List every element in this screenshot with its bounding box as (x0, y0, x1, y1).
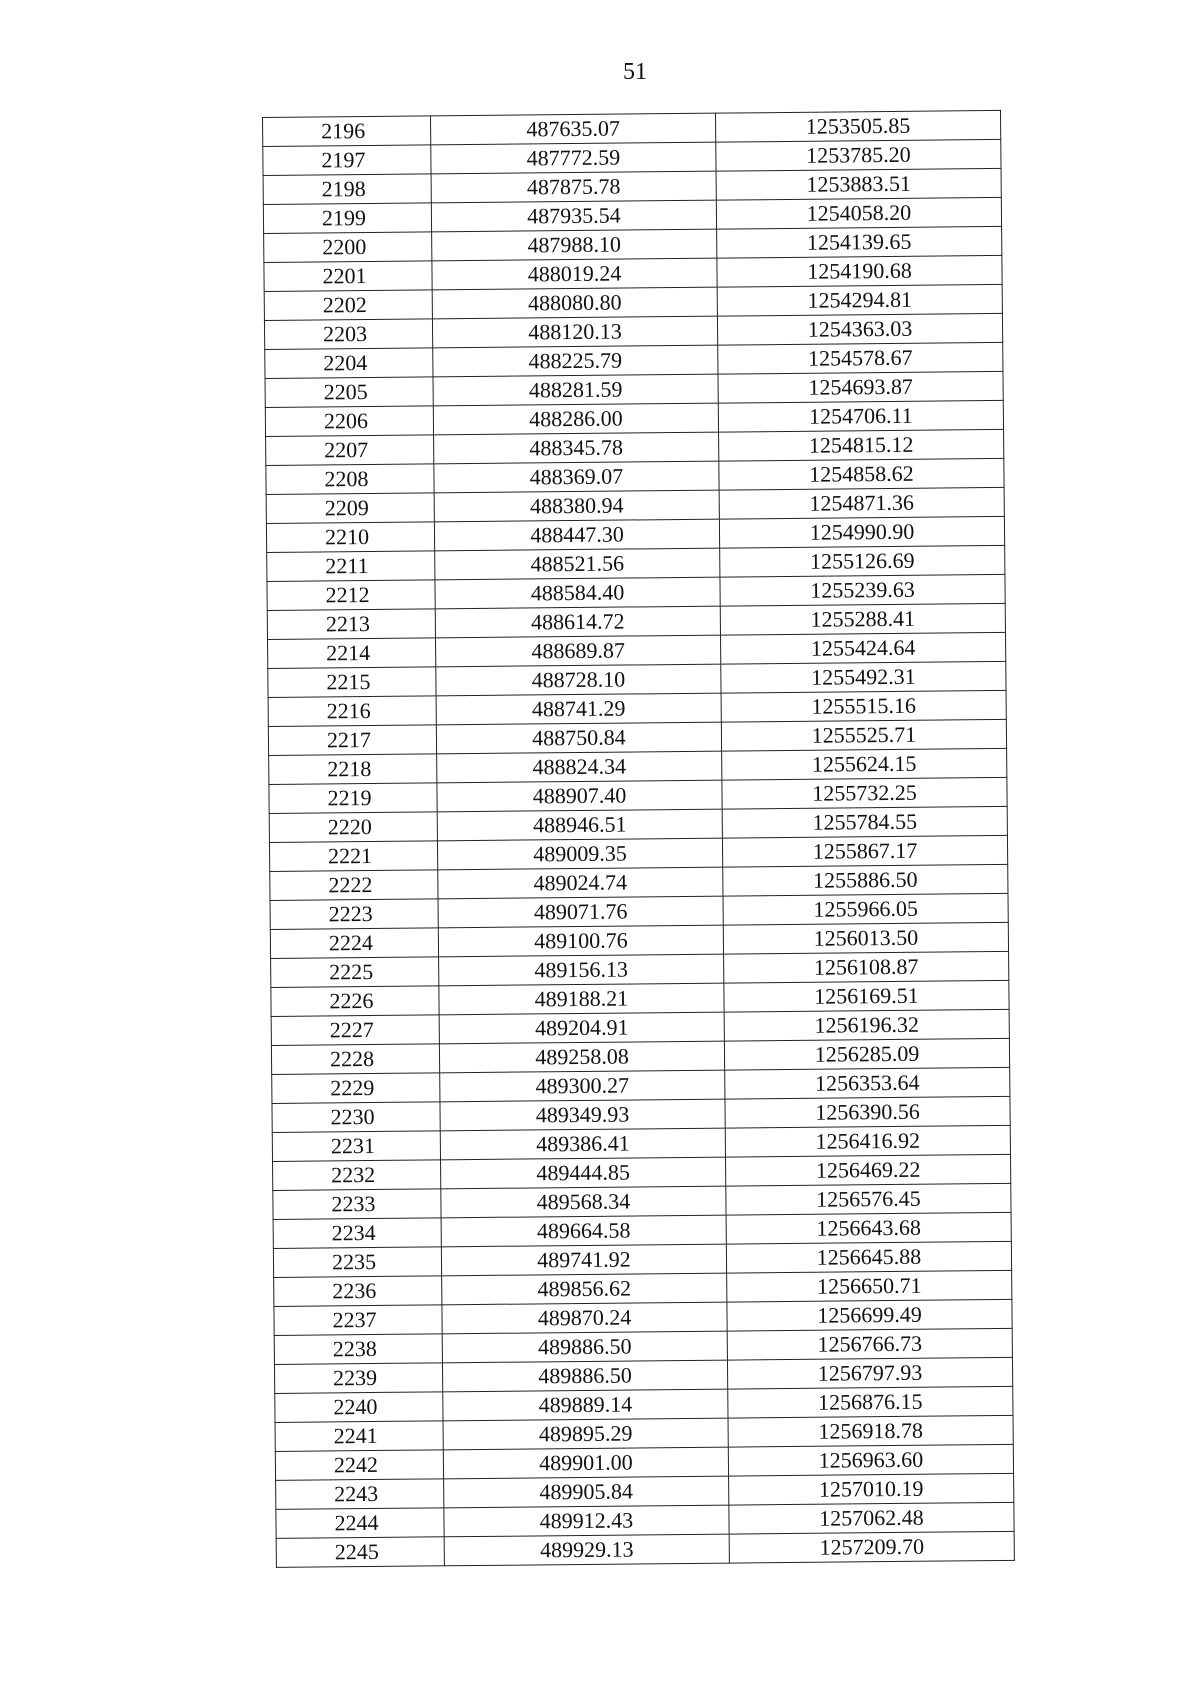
y-coordinate-cell: 1256196.32 (724, 1009, 1009, 1041)
x-coordinate-cell: 487772.59 (431, 142, 716, 174)
point-number-cell: 2233 (273, 1189, 441, 1220)
point-number-cell: 2212 (267, 580, 435, 611)
x-coordinate-cell: 489024.74 (438, 867, 723, 899)
x-coordinate-cell: 488741.29 (436, 693, 721, 725)
x-coordinate-cell: 489856.62 (442, 1273, 727, 1305)
point-number-cell: 2220 (269, 812, 437, 843)
y-coordinate-cell: 1254139.65 (717, 226, 1002, 258)
point-number-cell: 2229 (272, 1073, 440, 1104)
y-coordinate-cell: 1254294.81 (717, 284, 1002, 316)
x-coordinate-cell: 488584.40 (435, 577, 720, 609)
x-coordinate-cell: 489071.76 (438, 896, 723, 928)
y-coordinate-cell: 1256643.68 (726, 1212, 1011, 1244)
x-coordinate-cell: 489188.21 (439, 983, 724, 1015)
y-coordinate-cell: 1255492.31 (721, 661, 1006, 693)
x-coordinate-cell: 489009.35 (437, 838, 722, 870)
y-coordinate-cell: 1253883.51 (716, 168, 1001, 200)
x-coordinate-cell: 488120.13 (432, 316, 717, 348)
y-coordinate-cell: 1254990.90 (719, 516, 1004, 548)
point-number-cell: 2239 (274, 1363, 442, 1394)
y-coordinate-cell: 1253505.85 (715, 110, 1000, 142)
y-coordinate-cell: 1256876.15 (728, 1386, 1013, 1418)
x-coordinate-cell: 489741.92 (441, 1244, 726, 1276)
x-coordinate-cell: 488281.59 (433, 374, 718, 406)
x-coordinate-cell: 489905.84 (444, 1476, 729, 1508)
x-coordinate-cell: 488750.84 (436, 722, 721, 754)
x-coordinate-cell: 488380.94 (434, 490, 719, 522)
y-coordinate-cell: 1255126.69 (720, 545, 1005, 577)
y-coordinate-cell: 1256285.09 (724, 1038, 1009, 1070)
y-coordinate-cell: 1254693.87 (718, 371, 1003, 403)
y-coordinate-cell: 1254706.11 (718, 400, 1003, 432)
point-number-cell: 2224 (270, 928, 438, 959)
y-coordinate-cell: 1255732.25 (722, 777, 1007, 809)
y-coordinate-cell: 1255867.17 (722, 835, 1007, 867)
x-coordinate-cell: 488728.10 (436, 664, 721, 696)
point-number-cell: 2244 (276, 1508, 444, 1539)
y-coordinate-cell: 1254190.68 (717, 255, 1002, 287)
point-number-cell: 2215 (268, 667, 436, 698)
x-coordinate-cell: 489870.24 (442, 1302, 727, 1334)
point-number-cell: 2227 (271, 1015, 439, 1046)
y-coordinate-cell: 1254578.67 (718, 342, 1003, 374)
point-number-cell: 2236 (274, 1276, 442, 1307)
x-coordinate-cell: 487635.07 (430, 113, 715, 145)
x-coordinate-cell: 489886.50 (442, 1360, 727, 1392)
y-coordinate-cell: 1254858.62 (719, 458, 1004, 490)
point-number-cell: 2219 (269, 783, 437, 814)
point-number-cell: 2225 (271, 957, 439, 988)
y-coordinate-cell: 1257209.70 (729, 1531, 1014, 1563)
y-coordinate-cell: 1255966.05 (723, 893, 1008, 925)
point-number-cell: 2243 (276, 1479, 444, 1510)
y-coordinate-cell: 1256699.49 (727, 1299, 1012, 1331)
x-coordinate-cell: 489258.08 (439, 1041, 724, 1073)
y-coordinate-cell: 1253785.20 (716, 139, 1001, 171)
y-coordinate-cell: 1255515.16 (721, 690, 1006, 722)
y-coordinate-cell: 1256766.73 (727, 1328, 1012, 1360)
point-number-cell: 2228 (271, 1044, 439, 1075)
x-coordinate-cell: 488907.40 (437, 780, 722, 812)
x-coordinate-cell: 489895.29 (443, 1418, 728, 1450)
x-coordinate-cell: 488946.51 (437, 809, 722, 841)
x-coordinate-cell: 488080.80 (432, 287, 717, 319)
y-coordinate-cell: 1254815.12 (719, 429, 1004, 461)
point-number-cell: 2218 (269, 754, 437, 785)
y-coordinate-cell: 1256797.93 (727, 1357, 1012, 1389)
y-coordinate-cell: 1256416.92 (725, 1125, 1010, 1157)
y-coordinate-cell: 1256963.60 (728, 1444, 1013, 1476)
point-number-cell: 2235 (273, 1247, 441, 1278)
x-coordinate-cell: 487988.10 (432, 229, 717, 261)
y-coordinate-cell: 1256650.71 (727, 1270, 1012, 1302)
point-number-cell: 2204 (265, 348, 433, 379)
x-coordinate-cell: 489300.27 (440, 1070, 725, 1102)
y-coordinate-cell: 1256576.45 (726, 1183, 1011, 1215)
point-number-cell: 2230 (272, 1102, 440, 1133)
y-coordinate-cell: 1256169.51 (724, 980, 1009, 1012)
point-number-cell: 2221 (269, 841, 437, 872)
y-coordinate-cell: 1255624.15 (722, 748, 1007, 780)
x-coordinate-cell: 488345.78 (434, 432, 719, 464)
y-coordinate-cell: 1257010.19 (729, 1473, 1014, 1505)
x-coordinate-cell: 487935.54 (431, 200, 716, 232)
point-number-cell: 2214 (268, 638, 436, 669)
y-coordinate-cell: 1254058.20 (716, 197, 1001, 229)
point-number-cell: 2216 (268, 696, 436, 727)
point-number-cell: 2232 (273, 1160, 441, 1191)
point-number-cell: 2211 (267, 551, 435, 582)
point-number-cell: 2237 (274, 1305, 442, 1336)
x-coordinate-cell: 489204.91 (439, 1012, 724, 1044)
y-coordinate-cell: 1254871.36 (719, 487, 1004, 519)
x-coordinate-cell: 489568.34 (441, 1186, 726, 1218)
point-number-cell: 2203 (264, 319, 432, 350)
point-number-cell: 2206 (265, 406, 433, 437)
point-number-cell: 2238 (274, 1334, 442, 1365)
point-number-cell: 2209 (266, 493, 434, 524)
point-number-cell: 2197 (263, 145, 431, 176)
page-number: 51 (623, 59, 647, 85)
x-coordinate-cell: 488521.56 (435, 548, 720, 580)
point-number-cell: 2210 (266, 522, 434, 553)
y-coordinate-cell: 1256108.87 (724, 951, 1009, 983)
coordinate-table (262, 110, 1015, 1568)
point-number-cell: 2208 (266, 464, 434, 495)
point-number-cell: 2213 (267, 609, 435, 640)
y-coordinate-cell: 1256918.78 (728, 1415, 1013, 1447)
y-coordinate-cell: 1255886.50 (723, 864, 1008, 896)
point-number-cell: 2231 (272, 1131, 440, 1162)
y-coordinate-cell: 1257062.48 (729, 1502, 1014, 1534)
y-coordinate-cell: 1255424.64 (720, 632, 1005, 664)
y-coordinate-cell: 1256390.56 (725, 1096, 1010, 1128)
x-coordinate-cell: 489386.41 (440, 1128, 725, 1160)
coordinate-table-body (263, 110, 1015, 1567)
x-coordinate-cell: 488225.79 (433, 345, 718, 377)
point-number-cell: 2226 (271, 986, 439, 1017)
x-coordinate-cell: 489156.13 (439, 954, 724, 986)
x-coordinate-cell: 489912.43 (444, 1505, 729, 1537)
y-coordinate-cell: 1254363.03 (717, 313, 1002, 345)
y-coordinate-cell: 1255784.55 (722, 806, 1007, 838)
x-coordinate-cell: 487875.78 (431, 171, 716, 203)
x-coordinate-cell: 489929.13 (444, 1534, 729, 1566)
point-number-cell: 2222 (270, 870, 438, 901)
x-coordinate-cell: 488689.87 (436, 635, 721, 667)
point-number-cell: 2199 (263, 203, 431, 234)
x-coordinate-cell: 488614.72 (435, 606, 720, 638)
point-number-cell: 2241 (275, 1421, 443, 1452)
x-coordinate-cell: 489349.93 (440, 1099, 725, 1131)
point-number-cell: 2205 (265, 377, 433, 408)
table-row (276, 1531, 1014, 1567)
point-number-cell: 2234 (273, 1218, 441, 1249)
point-number-cell: 2242 (275, 1450, 443, 1481)
x-coordinate-cell: 489664.58 (441, 1215, 726, 1247)
point-number-cell: 2240 (275, 1392, 443, 1423)
y-coordinate-cell: 1256645.88 (726, 1241, 1011, 1273)
x-coordinate-cell: 489886.50 (442, 1331, 727, 1363)
x-coordinate-cell: 489901.00 (443, 1447, 728, 1479)
point-number-cell: 2202 (264, 290, 432, 321)
point-number-cell: 2245 (276, 1537, 444, 1568)
y-coordinate-cell: 1256353.64 (725, 1067, 1010, 1099)
point-number-cell: 2198 (263, 174, 431, 205)
x-coordinate-cell: 489100.76 (438, 925, 723, 957)
x-coordinate-cell: 488286.00 (433, 403, 718, 435)
x-coordinate-cell: 489889.14 (443, 1389, 728, 1421)
x-coordinate-cell: 488447.30 (434, 519, 719, 551)
x-coordinate-cell: 489444.85 (441, 1157, 726, 1189)
y-coordinate-cell: 1256469.22 (726, 1154, 1011, 1186)
y-coordinate-cell: 1255525.71 (721, 719, 1006, 751)
y-coordinate-cell: 1255288.41 (720, 603, 1005, 635)
point-number-cell: 2201 (264, 261, 432, 292)
x-coordinate-cell: 488369.07 (434, 461, 719, 493)
point-number-cell: 2200 (264, 232, 432, 263)
point-number-cell: 2223 (270, 899, 438, 930)
y-coordinate-cell: 1256013.50 (723, 922, 1008, 954)
point-number-cell: 2207 (266, 435, 434, 466)
y-coordinate-cell: 1255239.63 (720, 574, 1005, 606)
x-coordinate-cell: 488019.24 (432, 258, 717, 290)
point-number-cell: 2196 (263, 116, 431, 147)
x-coordinate-cell: 488824.34 (437, 751, 722, 783)
point-number-cell: 2217 (268, 725, 436, 756)
